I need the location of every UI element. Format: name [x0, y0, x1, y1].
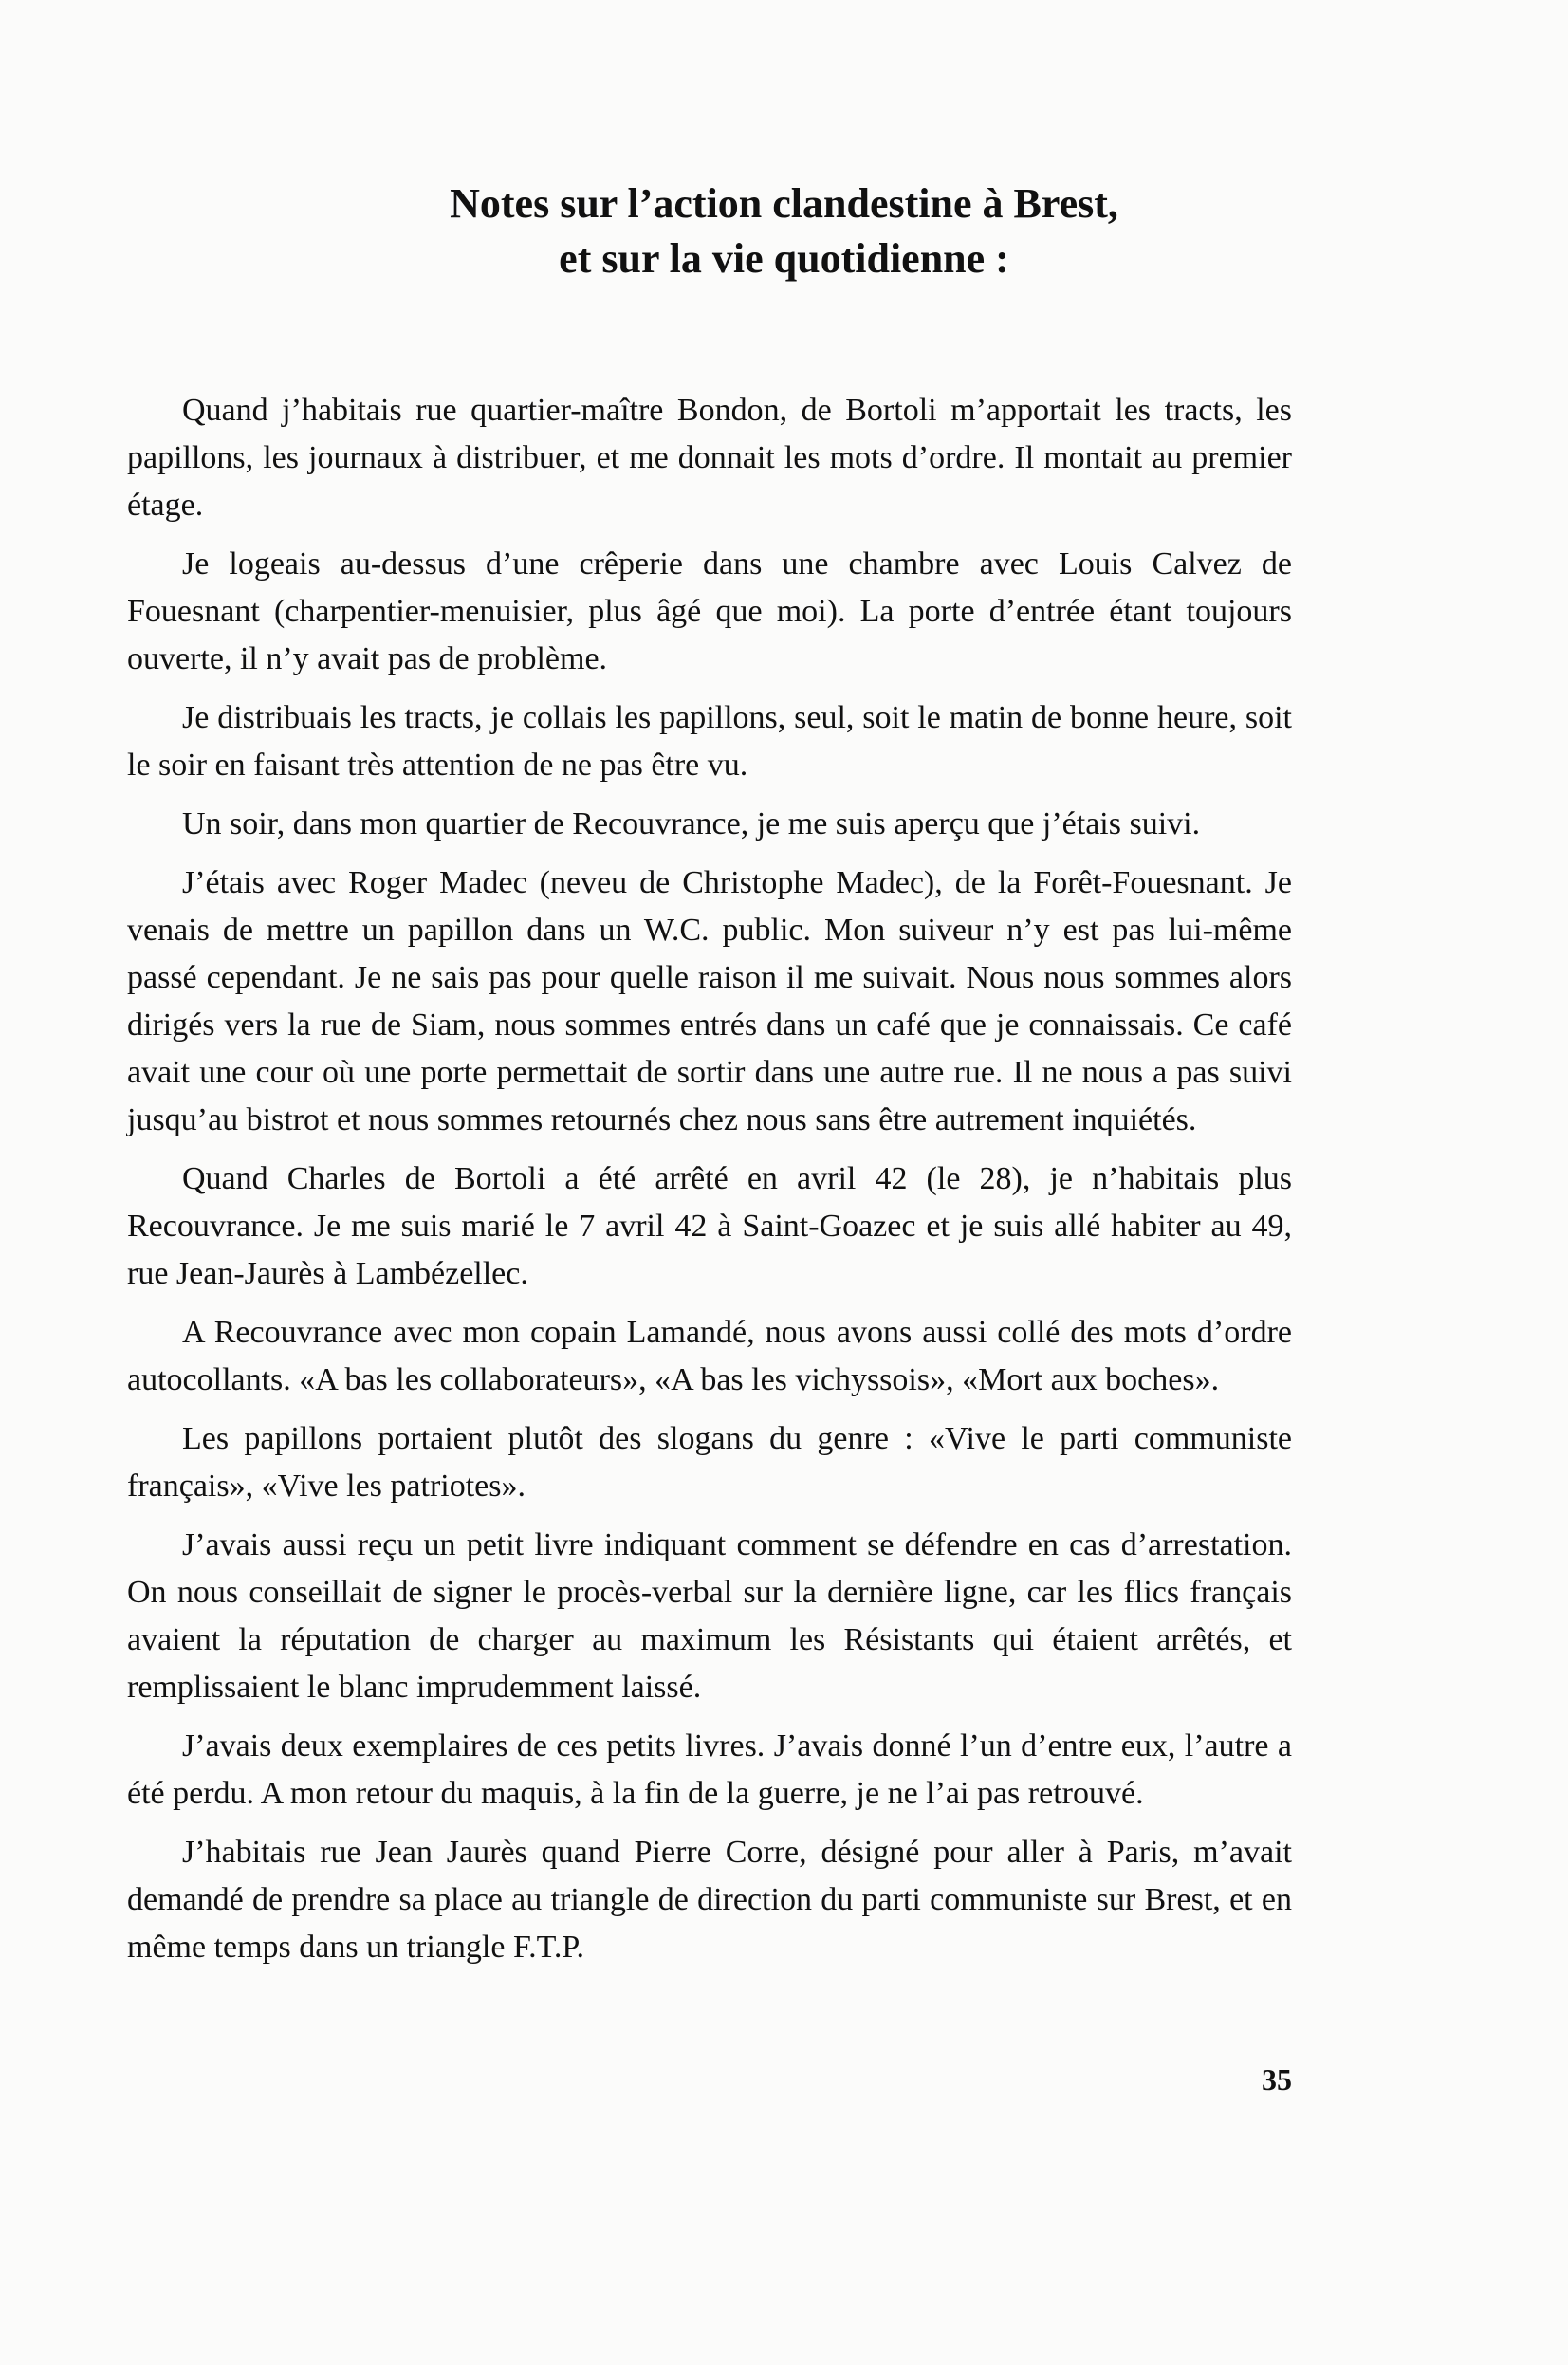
paragraph: J’habitais rue Jean Jaurès quand Pierre Corre, désigné pour aller à Paris, m’avait demandé de prendre sa place au triangle de direction du parti communiste sur Brest, et en même temps dans un triangle F.T.P. [127, 1835, 1292, 1965]
paragraph: Je distribuais les tracts, je collais les papillons, seul, soit le matin de bonne heure, soit le soir en faisant très attention de ne pas être vu. [127, 700, 1292, 783]
paragraph: J’avais deux exemplaires de ces petits livres. J’avais donné l’un d’entre eux, l’autre a été perdu. A mon retour du maquis, à la fin de la guerre, je ne l’ai pas retrouvé. [127, 1728, 1292, 1811]
chapter-title-line-1: Notes sur l’action clandestine à Brest, [450, 180, 1118, 227]
body-text [127, 387, 1292, 1983]
chapter-title-line-2: et sur la vie quotidienne : [559, 235, 1009, 282]
paragraph: J’avais aussi reçu un petit livre indiquant comment se défendre en cas d’arrestation. On nous conseillait de signer le procès-verbal sur la dernière ligne, car les flics français avaient la réputation de charger au maximum les Résistants qui étaient arrêtés, et remplissaient le blanc imprudemment laissé. [127, 1527, 1292, 1705]
paragraph: J’étais avec Roger Madec (neveu de Christophe Madec), de la Forêt-Fouesnant. Je venais de mettre un papillon dans un W.C. public. Mon suiveur n’y est pas lui-même passé cependant. Je ne sais pas pour quelle raison il me suivait. Nous nous sommes alors dirigés vers la rue de Siam, nous sommes entrés dans un café que je connaissais. Ce café avait une cour où une porte permettait de sortir dans une autre rue. Il ne nous a pas suivi jusqu’au bistrot et nous sommes retournés chez nous sans être autrement inquiétés. [127, 865, 1292, 1137]
paragraph: Quand Charles de Bortoli a été arrêté en avril 42 (le 28), je n’habitais plus Recouvrance. Je me suis marié le 7 avril 42 à Saint-Goazec et je suis allé habiter au 49, rue Jean-Jaurès à Lambézellec. [127, 1161, 1292, 1291]
paragraph: Je logeais au-dessus d’une crêperie dans une chambre avec Louis Calvez de Fouesnant (charpentier-menuisier, plus âgé que moi). La porte d’entrée étant toujours ouverte, il n’y avait pas de problème. [127, 546, 1292, 676]
paragraph: A Recouvrance avec mon copain Lamandé, nous avons aussi collé des mots d’ordre autocollants. «A bas les collaborateurs», «A bas les vichyssois», «Mort aux boches». [127, 1315, 1292, 1397]
page-number: 35 [1262, 2062, 1292, 2097]
paragraph: Quand j’habitais rue quartier-maître Bondon, de Bortoli m’apportait les tracts, les papillons, les journaux à distribuer, et me donnait les mots d’ordre. Il montait au premier étage. [127, 393, 1292, 523]
paragraph: Les papillons portaient plutôt des slogans du genre : «Vive le parti communiste français», «Vive les patriotes». [127, 1421, 1292, 1504]
paragraph: Un soir, dans mon quartier de Recouvrance, je me suis aperçu que j’étais suivi. [182, 806, 1201, 841]
chapter-title [0, 176, 1568, 286]
